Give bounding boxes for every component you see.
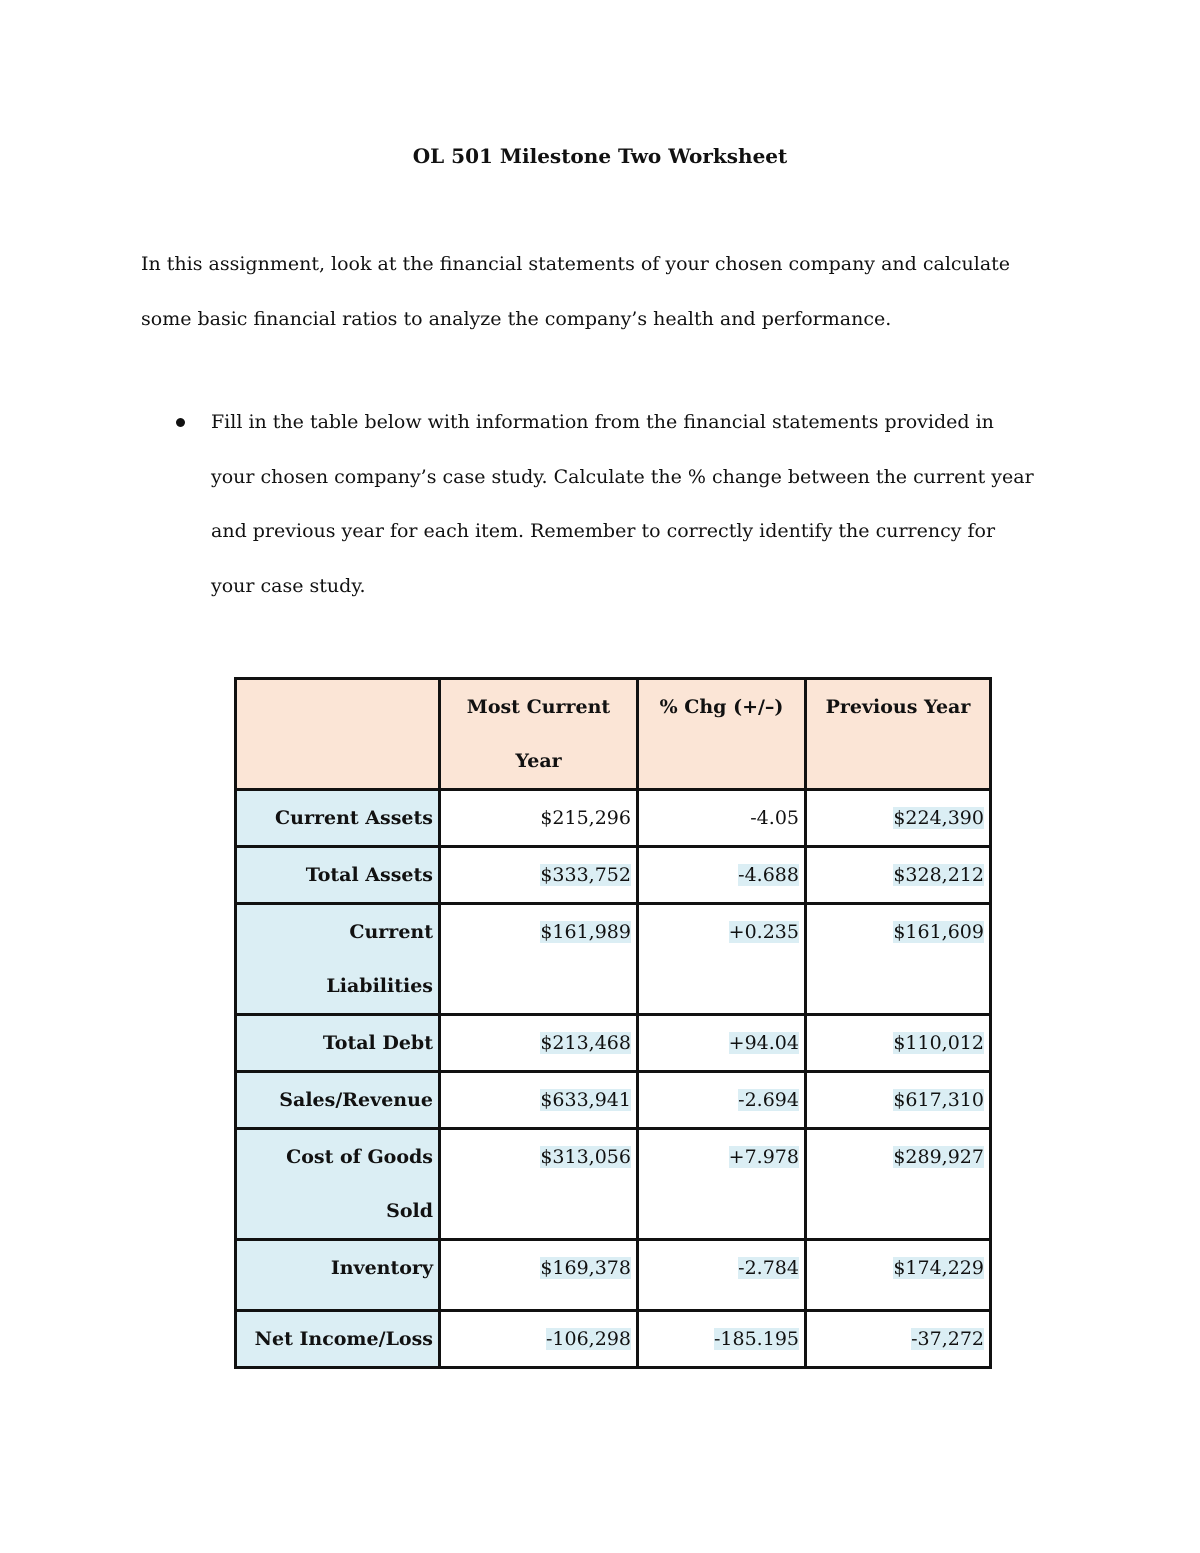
table-row-net-income-loss xyxy=(236,1311,991,1368)
cell-current: $213,468 xyxy=(440,1015,638,1072)
instruction-item xyxy=(141,395,1041,613)
cell-previous: -37,272 xyxy=(806,1311,991,1368)
cell-change: -2.694 xyxy=(638,1072,806,1129)
row-label: Net Income/Loss xyxy=(236,1311,440,1368)
cell-change: -2.784 xyxy=(638,1240,806,1311)
cell-current: $313,056 xyxy=(440,1129,638,1240)
instruction-text: Fill in the table below with information from the financial statements provided in your chosen company’s case study. Calculate the % change between the current year and previous year for each item. Remember to correctly identify the currency for your case study. xyxy=(211,411,1034,597)
cell-change: -185.195 xyxy=(638,1311,806,1368)
row-label: Sales/Revenue xyxy=(236,1072,440,1129)
cell-current: $169,378 xyxy=(440,1240,638,1311)
cell-change: -4.688 xyxy=(638,847,806,904)
cell-current: $215,296 xyxy=(440,790,638,847)
cell-previous: $224,390 xyxy=(806,790,991,847)
cell-current: $633,941 xyxy=(440,1072,638,1129)
cell-previous: $289,927 xyxy=(806,1129,991,1240)
page-title: OL 501 Milestone Two Worksheet xyxy=(412,144,788,168)
table-row-inventory xyxy=(236,1240,991,1311)
cell-change: -4.05 xyxy=(638,790,806,847)
cell-current: $333,752 xyxy=(440,847,638,904)
cell-previous: $174,229 xyxy=(806,1240,991,1311)
table-row-total-debt xyxy=(236,1015,991,1072)
header-percent-change: % Chg (+/–) xyxy=(638,679,806,790)
row-label: Total Assets xyxy=(236,847,440,904)
row-label: Total Debt xyxy=(236,1015,440,1072)
table-row-cost-of-goods-sold xyxy=(236,1129,991,1240)
header-most-current-year: Most Current Year xyxy=(440,679,638,790)
cell-previous: $617,310 xyxy=(806,1072,991,1129)
bullet-icon xyxy=(176,418,185,427)
header-previous-year: Previous Year xyxy=(806,679,991,790)
cell-current: $161,989 xyxy=(440,904,638,1015)
table-row-current-assets xyxy=(236,790,991,847)
row-label: Inventory xyxy=(236,1240,440,1311)
table-row-current-liabilities xyxy=(236,904,991,1015)
cell-change: +94.04 xyxy=(638,1015,806,1072)
financial-table xyxy=(234,677,992,1369)
table-row-total-assets xyxy=(236,847,991,904)
cell-previous: $161,609 xyxy=(806,904,991,1015)
cell-change: +7.978 xyxy=(638,1129,806,1240)
table-header-row xyxy=(236,679,991,790)
cell-previous: $328,212 xyxy=(806,847,991,904)
cell-current: -106,298 xyxy=(440,1311,638,1368)
cell-change: +0.235 xyxy=(638,904,806,1015)
row-label: Cost of Goods Sold xyxy=(236,1129,440,1240)
table-row-sales-revenue xyxy=(236,1072,991,1129)
row-label: Current Assets xyxy=(236,790,440,847)
row-label: Current Liabilities xyxy=(236,904,440,1015)
instruction-list xyxy=(141,395,1041,613)
cell-previous: $110,012 xyxy=(806,1015,991,1072)
intro-paragraph: In this assignment, look at the financial statements of your chosen company and calculate some basic financial ratios to analyze the company’s health and performance. xyxy=(141,253,1011,330)
header-label xyxy=(236,679,440,790)
